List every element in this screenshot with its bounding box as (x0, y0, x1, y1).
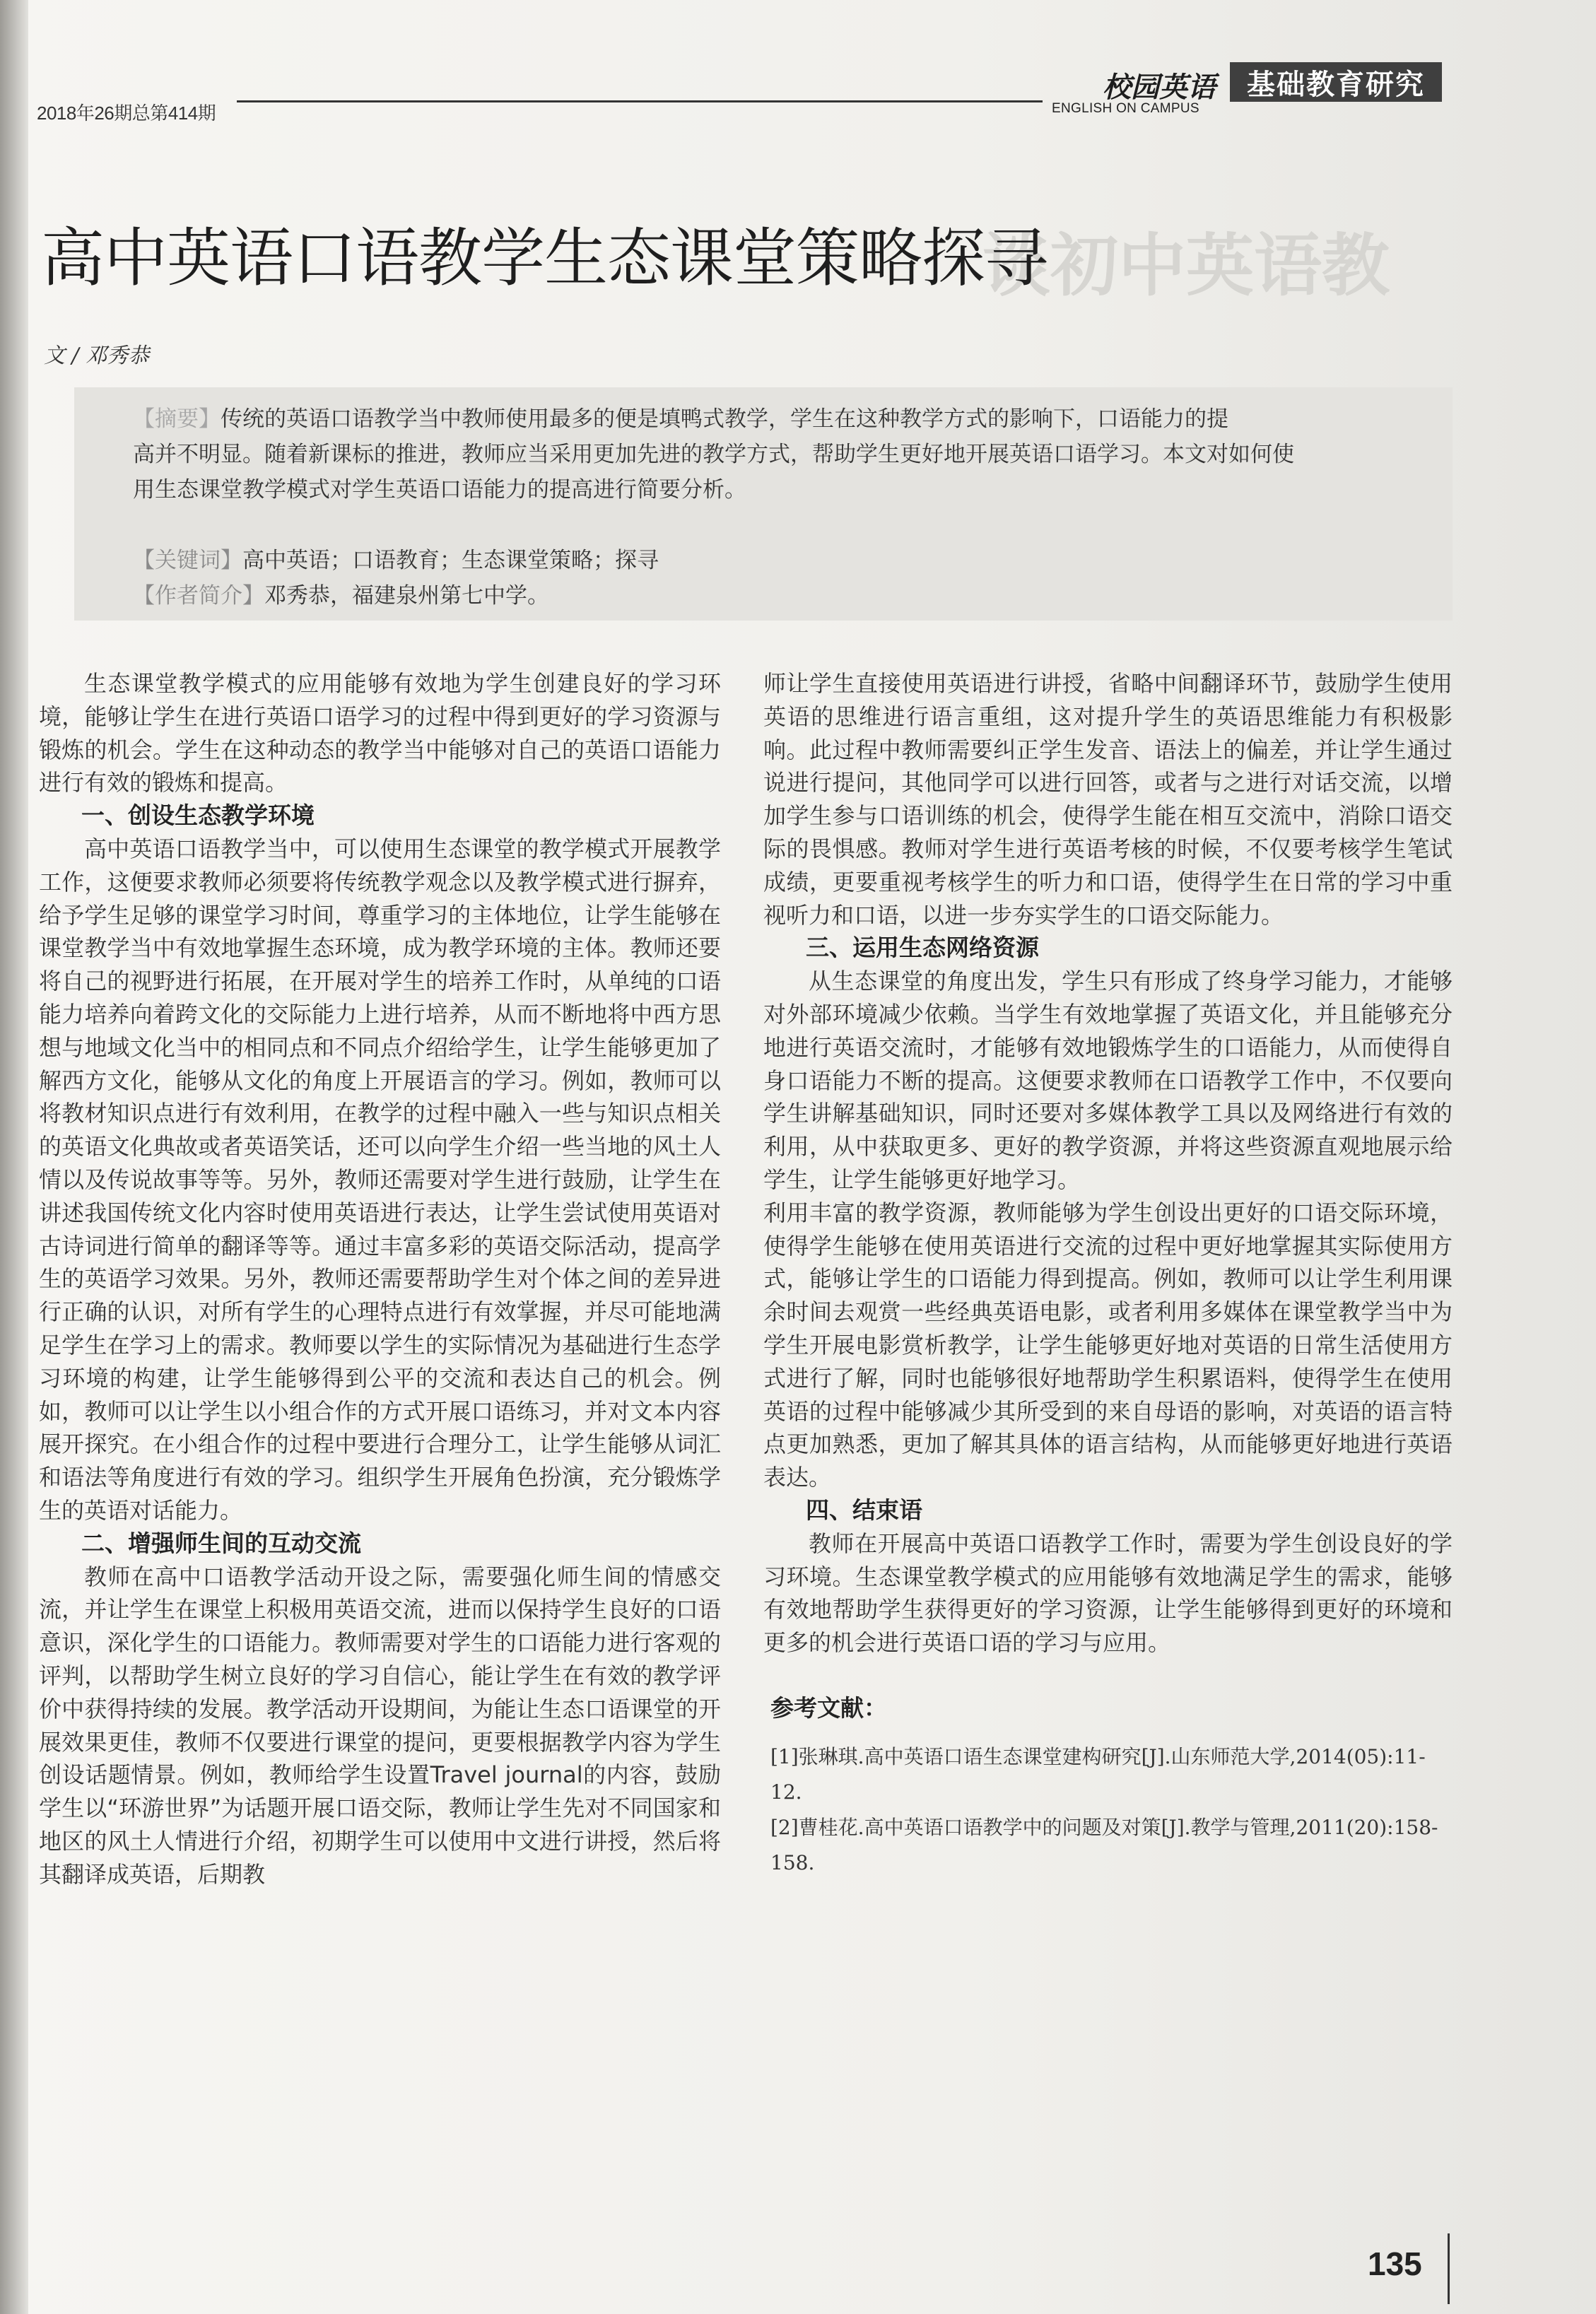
author-bio-label: 【作者简介】 (133, 583, 264, 609)
abstract-line: 传统的英语口语教学当中教师使用最多的便是填鸭式教学，学生在这种教学方式的影响下，口语能力的提 (221, 406, 1228, 432)
author-bio (85, 578, 1414, 613)
section-badge: 基础教育研究 (1230, 62, 1442, 102)
references-heading: 参考文献： (770, 1693, 887, 1722)
intro-paragraph: 生态课堂教学模式的应用能够有效地为学生创建良好的学习环境，能够让学生在进行英语口语学习的过程中得到更好的学习资源与锻炼的机会。学生在这种动态的教学当中能够对自己的英语口语能力进行有效的锻炼和提高。 (39, 670, 721, 797)
reference-item: [1]张琳琪.高中英语口语生态课堂建构研究[J].山东师范大学,2014(05):11-12. (770, 1744, 1426, 1804)
keywords-text: 高中英语；口语教育；生态课堂策略；探寻 (242, 548, 659, 573)
page-number-rule (1448, 2233, 1450, 2304)
page-number: 135 (1368, 2245, 1422, 2282)
abstract-line: 高并不明显。随着新课标的推进，教师应当采用更加先进的教学方式，帮助学生更好地开展英语口语学习。本文对如何使 (133, 442, 1294, 467)
keywords-label: 【关键词】 (133, 548, 242, 573)
header-rule (237, 100, 1043, 102)
reference-item: [2]曹桂花.高中英语口语教学中的问题及对策[J].教学与管理,2011(20):158-158. (770, 1815, 1438, 1874)
article-title: 高中英语口语教学生态课堂策略探寻 (41, 221, 1048, 295)
section-heading: 三、运用生态网络资源 (806, 934, 1039, 962)
section-heading: 一、创设生态教学环境 (81, 801, 315, 830)
abstract-label: 【摘要】 (133, 406, 221, 432)
journal-name: 校园英语 (1103, 71, 1216, 104)
book-spine-shadow (0, 0, 28, 2314)
body-column-left (39, 667, 721, 1891)
body-column-right (763, 667, 1453, 1881)
article-author: 文 / 邓秀恭 (44, 343, 150, 368)
abstract-line: 用生态课堂教学模式对学生英语口语能力的提高进行简要分析。 (133, 477, 746, 503)
section-heading: 二、增强师生间的互动交流 (81, 1529, 361, 1557)
body-paragraph-continued: 师让学生直接使用英语进行讲授，省略中间翻译环节，鼓励学生使用英语的思维进行语言重组，这对提升学生的英语思维能力有积极影响。此过程中教师需要纠正学生发音、语法上的偏差，并让学生通过说进行提问，其他同学可以进行回答，或者与之进行对话交流，以增加学生参与口语训练的机会，使得学生能在相互交流中，消除口语交际的畏惧感。教师对学生进行英语考核的时候，不仅要考核学生笔试成绩，更要重视考核学生的听力和口语，使得学生在日常的学习中重视听力和口语，以进一步夯实学生的口语交际能力。 (763, 670, 1453, 929)
author-bio-text: 邓秀恭，福建泉州第七中学。 (264, 583, 549, 609)
issue-info: 2018年26期总第414期 (37, 102, 216, 124)
abstract-summary (85, 401, 1414, 507)
section-heading: 四、结束语 (806, 1496, 922, 1524)
body-paragraph: 高中英语口语教学当中，可以使用生态课堂的教学模式开展教学工作，这便要求教师必须要将传统教学观念以及教学模式进行摒弃，给予学生足够的课堂学习时间，尊重学习的主体地位，让学生能够在课堂教学当中有效地掌握生态环境，成为教学环境的主体。教师还要将自己的视野进行拓展，在开展对学生的培养工作时，从单纯的口语能力培养向着跨文化的交际能力上进行培养，从而不断地将中西方思想与地域文化当中的相同点和不同点介绍给学生，让学生能够更加了解西方文化，能够从文化的角度上开展语言的学习。例如，教师可以将教材知识点进行有效利用，在教学的过程中融入一些与知识点相关的英语文化典故或者英语笑话，还可以向学生介绍一些当地的风土人情以及传说故事等等。另外，教师还需要对学生进行鼓励，让学生在讲述我国传统文化内容时使用英语进行表达，让学生尝试使用英语对古诗词进行简单的翻译等等。通过丰富多彩的英语交际活动，提高学生的英语学习效果。另外，教师还需要帮助学生对个体之间的差异进行正确的认识，对所有学生的心理特点进行有效掌握，并尽可能地满足学生在学习上的需求。教师要以学生的实际情况为基础进行生态学习环境的构建，让学生能够得到公平的交流和表达自己的机会。例如，教师可以让学生以小组合作的方式开展口语练习，并对文本内容展开探究。在小组合作的过程中要进行合理分工，让学生能够从词汇和语法等角度进行有效的学习。组织学生开展角色扮演，充分锻炼学生的英语对话能力。 (39, 835, 721, 1524)
body-paragraph: 从生态课堂的角度出发，学生只有形成了终身学习能力，才能够对外部环境减少依赖。当学生有效地掌握了英语文化，并且能够充分地进行英语交流时，才能够有效地锻炼学生的口语能力，从而使得自身口语能力不断的提高。这便要求教师在口语教学工作中，不仅要向学生讲解基础知识，同时还要对多媒体教学工具以及网络进行有效的利用，从中获取更多、更好的教学资源，并将这些资源直观地展示给学生，让学生能够更好地学习。 (763, 968, 1453, 1193)
journal-name-en: ENGLISH ON CAMPUS (1052, 101, 1199, 116)
body-paragraph: 利用丰富的教学资源，教师能够为学生创设出更好的口语交际环境，使得学生能够在使用英语进行交流的过程中更好地掌握其实际使用方式，能够让学生的口语能力得到提高。例如，教师可以让学生利用课余时间去观赏一些经典英语电影，或者利用多媒体在课堂教学当中为学生开展电影赏析教学，让学生能够更好地对英语的日常生活使用方式进行了解，同时也能够很好地帮助学生积累语料，使得学生在使用英语的过程中能够减少其所受到的来自母语的影响，对英语的语言特点更加熟悉，更加了解其具体的语言结构，从而能够更好地进行英语表达。 (763, 1199, 1453, 1491)
bleed-through-title: 谈初中英语教 (982, 226, 1390, 305)
keywords (85, 543, 1414, 578)
body-paragraph: 教师在高中口语教学活动开设之际，需要强化师生间的情感交流，并让学生在课堂上积极用英语交流，进而以保持学生良好的口语意识，深化学生的口语能力。教师需要对学生的口语能力进行客观的评判，以帮助学生树立良好的学习自信心，能让学生在有效的教学评价中获得持续的发展。教学活动开设期间，为能让生态口语课堂的开展效果更佳，教师不仅要进行课堂的提问，更要根据教学内容为学生创设话题情景。例如，教师给学生设置Travel journal的内容，鼓励学生以“环游世界”为话题开展口语交际，教师让学生先对不同国家和地区的风土人情进行介绍，初期学生可以使用中文进行讲授，然后将其翻译成英语，后期教 (39, 1563, 721, 1888)
body-paragraph: 教师在开展高中英语口语教学工作时，需要为学生创设良好的学习环境。生态课堂教学模式的应用能够有效地满足学生的需求，能够有效地帮助学生获得更好的学习资源，让学生能够得到更好的环境和更多的机会进行英语口语的学习与应用。 (763, 1529, 1453, 1657)
